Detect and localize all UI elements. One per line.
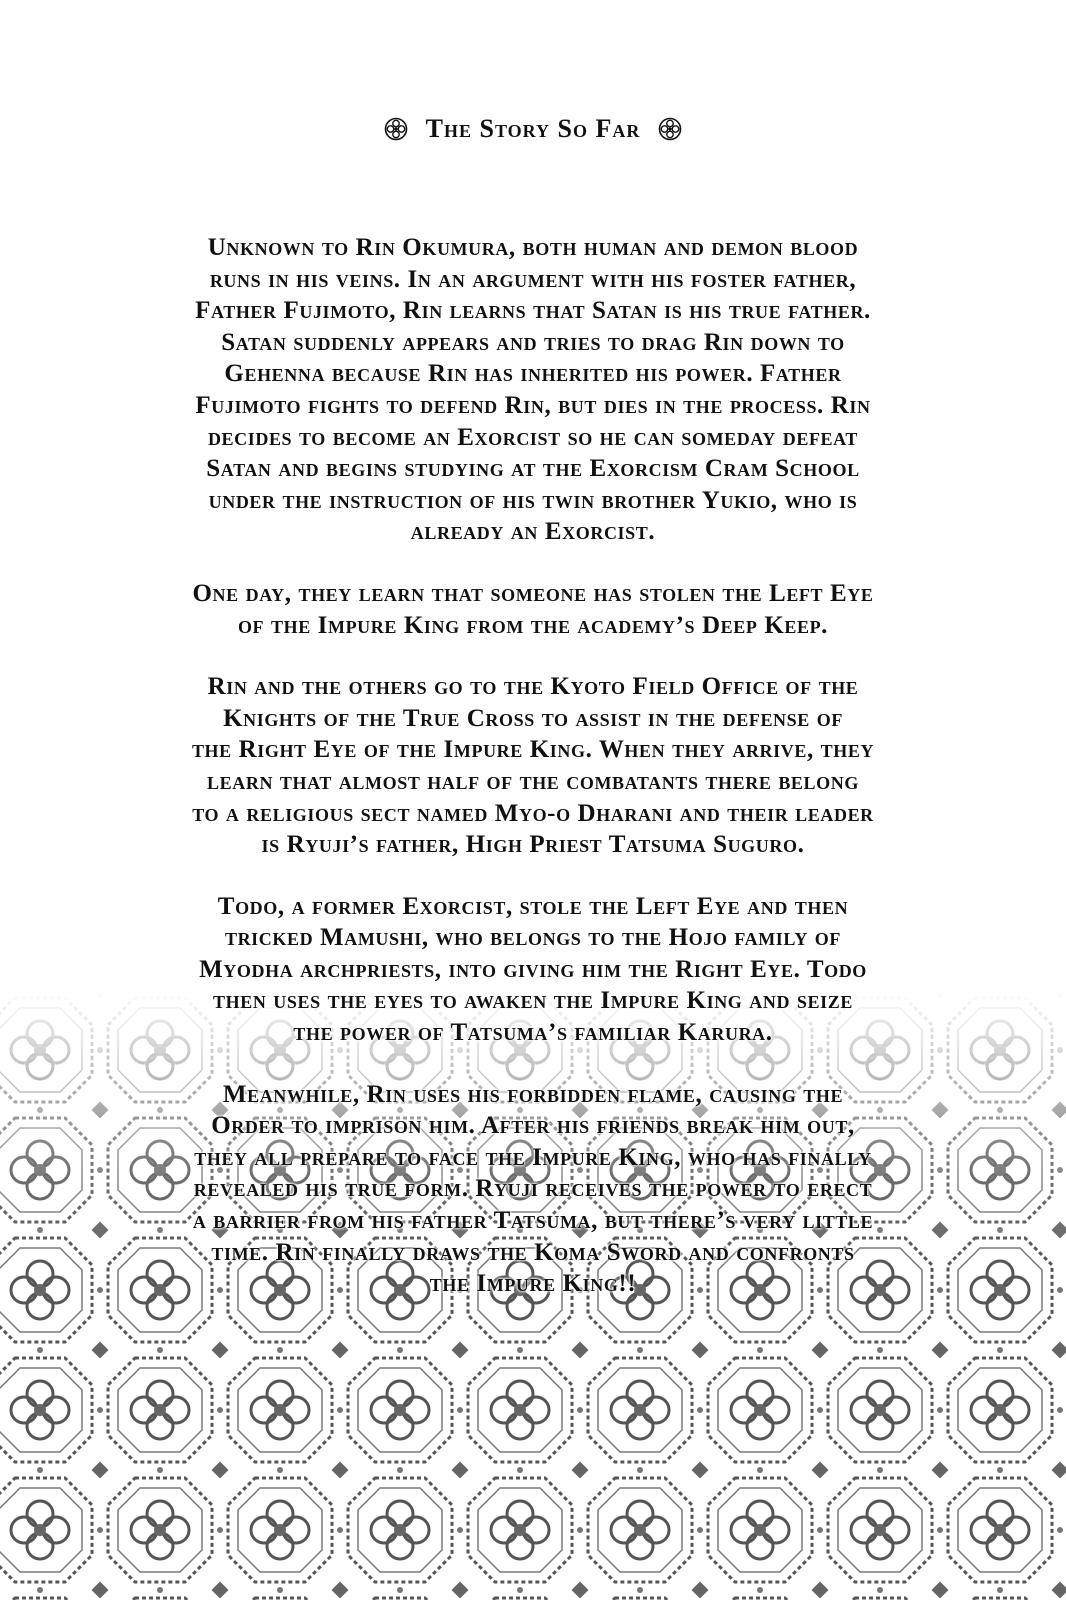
story-line: the Right Eye of the Impure King. When they arrive, they	[191, 736, 875, 764]
story-line: already an Exorcist.	[410, 518, 656, 546]
story-line: the Impure King!!	[429, 1270, 637, 1298]
page-title: The Story So Far	[425, 114, 641, 143]
story-body	[80, 232, 986, 1330]
rosette-icon	[658, 117, 682, 141]
story-line: Fujimoto fights to defend Rin, but dies in the process. Rin	[195, 391, 871, 419]
story-line: Rin and the others go to the Kyoto Field Office of the	[207, 673, 859, 701]
story-line: tricked Mamushi, who belongs to the Hojo family of	[224, 924, 842, 952]
story-line: Meanwhile, Rin uses his forbidden flame, causing the	[222, 1080, 844, 1108]
page-header	[0, 114, 1066, 144]
story-line: under the instruction of his twin brother Yukio, who is	[208, 486, 858, 514]
story-line: Order to imprison him. After his friends break him out,	[211, 1112, 855, 1140]
story-paragraph	[80, 1079, 986, 1300]
story-paragraph	[80, 232, 986, 548]
story-line: learn that almost half of the combatants there belong	[207, 767, 859, 795]
story-line: to a religious sect named Myo-o Dharani and their leader	[192, 799, 874, 827]
story-paragraph	[80, 671, 986, 861]
story-line: runs in his veins. In an argument with his foster father,	[209, 265, 857, 293]
story-line: a barrier from his father Tatsuma, but there’s very little	[192, 1207, 874, 1235]
story-paragraph	[80, 578, 986, 641]
story-line: Knights of the True Cross to assist in the defense of	[223, 704, 843, 732]
story-line: Todo, a former Exorcist, stole the Left Eye and then	[217, 892, 849, 920]
story-line: decides to become an Exorcist so he can someday defeat	[207, 423, 859, 451]
story-line: they all prepare to face the Impure King, who has finally	[194, 1143, 872, 1171]
story-line: is Ryuji’s father, High Priest Tatsuma Suguro.	[261, 831, 805, 859]
story-line: then uses the eyes to awaken the Impure King and seize	[213, 987, 853, 1015]
story-line: Father Fujimoto, Rin learns that Satan is his true father.	[195, 297, 871, 325]
story-line: time. Rin finally draws the Koma Sword and confronts	[211, 1238, 855, 1266]
story-line: of the Impure King from the academy’s Deep Keep.	[237, 611, 829, 639]
story-line: Gehenna because Rin has inherited his power. Father	[224, 360, 842, 388]
story-line: Satan suddenly appears and tries to drag Rin down to	[221, 328, 845, 356]
rosette-icon	[384, 117, 408, 141]
story-line: the power of Tatsuma’s familiar Karura.	[293, 1019, 773, 1047]
story-line: One day, they learn that someone has stolen the Left Eye	[192, 579, 874, 607]
story-line: Unknown to Rin Okumura, both human and demon blood	[207, 234, 859, 261]
story-line: Myodha archpriests, into giving him the Right Eye. Todo	[199, 955, 867, 983]
story-paragraph	[80, 891, 986, 1049]
story-line: Satan and begins studying at the Exorcism Cram School	[206, 455, 860, 483]
story-line: revealed his true form. Ryuji receives the power to erect	[193, 1175, 873, 1203]
